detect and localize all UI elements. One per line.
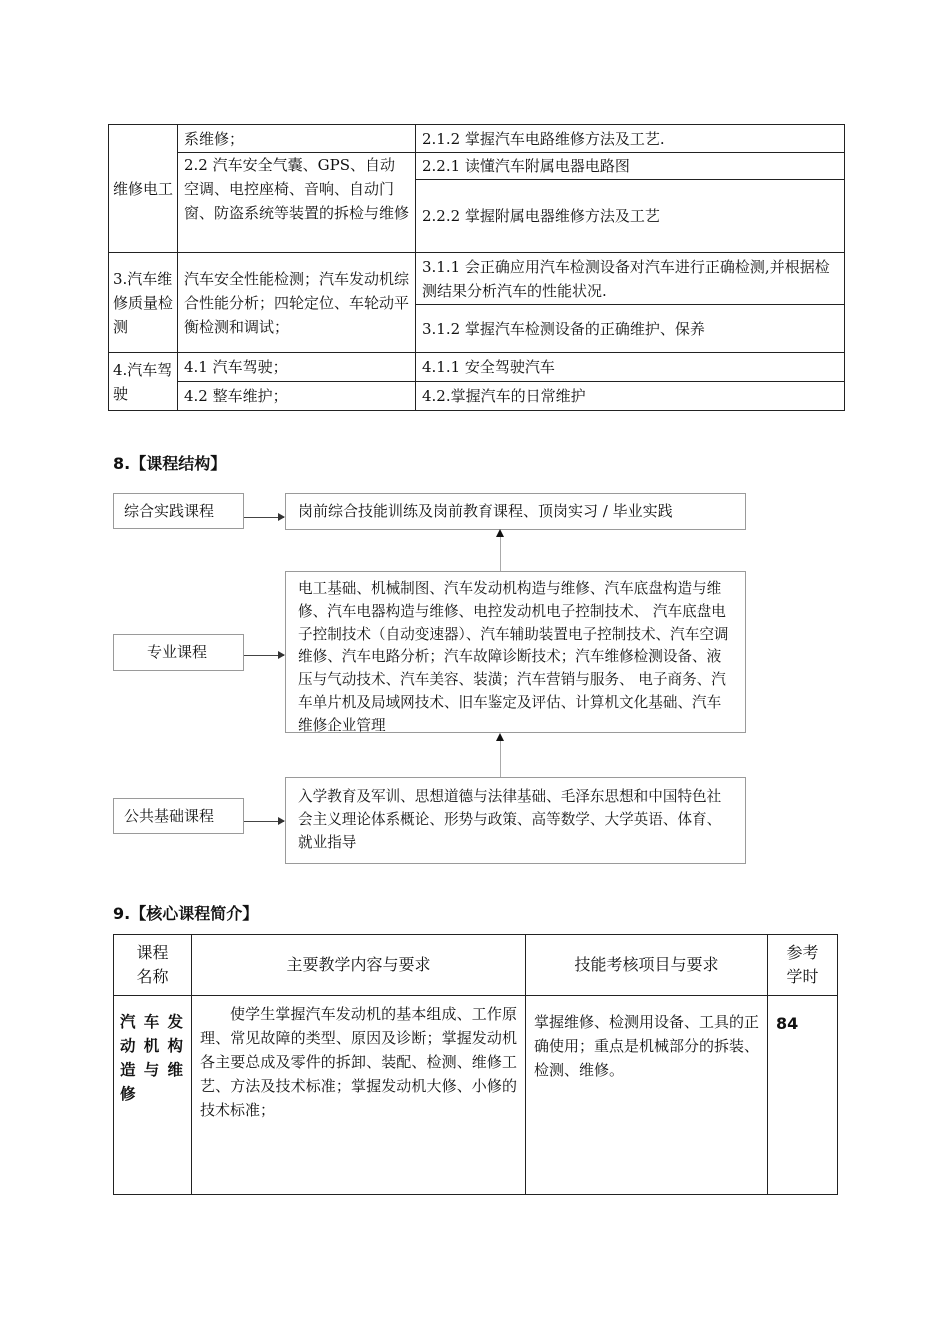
content-cell: 汽车安全性能检测；汽车发动机综合性能分析；四轮定位、车轮动平衡检测和调试； [178, 253, 416, 353]
category-cell: 3.汽车维修质量检测 [109, 253, 178, 353]
professional-course-label: 专业课程 [113, 634, 244, 671]
course-skills-cell: 掌握维修、检测用设备、工具的正确使用；重点是机械部分的拆装、检测、维修。 [526, 996, 768, 1195]
arrow-right-icon [244, 517, 284, 518]
header-content: 主要教学内容与要求 [192, 935, 526, 996]
course-hours-cell: 84 [768, 996, 838, 1195]
professional-course-content: 电工基础、机械制图、汽车发动机构造与维修、汽车底盘构造与维修、汽车电器构造与维修、电控发动机电子控制技术、 汽车底盘电子控制技术（自动变速器）、汽车辅助装置电子控制技术、汽车空调维修、汽车电路分析；汽车故障诊断技术；汽车维修检测设备、液压与气动技术、汽车美容、装潢；汽车营销与服务、 电子商务、汽车单片机及局域网技术、旧车鉴定及评估、计算机文化基础、汽车维修企业管理 [285, 571, 746, 733]
arrow-up-icon [500, 531, 501, 571]
content-cell: 4.1 汽车驾驶； [178, 353, 416, 382]
course-name-cell: 汽车发动机构造与维修 [114, 996, 192, 1195]
arrow-up-icon [500, 735, 501, 777]
skill-cell: 4.2.掌握汽车的日常维护 [416, 382, 845, 411]
header-hours: 参考学时 [768, 935, 838, 996]
course-content-cell: 使学生掌握汽车发动机的基本组成、工作原理、常见故障的类型、原因及诊断；掌握发动机各主要总成及零件的拆卸、装配、检测、维修工艺、方法及技术标准；掌握发动机大修、小修的技术标准； [192, 996, 526, 1195]
skill-cell: 2.2.2 掌握附属电器维修方法及工艺 [416, 180, 845, 253]
skill-cell: 4.1.1 安全驾驶汽车 [416, 353, 845, 382]
content-cell: 系维修； [178, 125, 416, 153]
content-cell: 2.2 汽车安全气囊、GPS、自动空调、电控座椅、音响、自动门窗、防盗系统等装置的拆检与维修 [178, 153, 416, 253]
content-cell: 4.2 整车维护； [178, 382, 416, 411]
skill-cell: 3.1.1 会正确应用汽车检测设备对汽车进行正确检测,并根据检测结果分析汽车的性能状况. [416, 253, 845, 305]
public-course-label: 公共基础课程 [113, 798, 244, 834]
skill-cell: 2.2.1 读懂汽车附属电器电路图 [416, 153, 845, 180]
skill-cell: 3.1.2 掌握汽车检测设备的正确维护、保养 [416, 305, 845, 353]
section-8-heading: 8.【课程结构】 [113, 454, 227, 473]
core-course-table [113, 934, 838, 1195]
header-skills: 技能考核项目与要求 [526, 935, 768, 996]
practice-course-content: 岗前综合技能训练及岗前教育课程、顶岗实习 / 毕业实践 [285, 493, 746, 530]
public-course-content: 入学教育及军训、思想道德与法律基础、毛泽东思想和中国特色社会主义理论体系概论、形势与政策、高等数学、大学英语、体育、就业指导 [285, 777, 746, 864]
arrow-right-icon [244, 655, 284, 656]
skills-table [108, 124, 845, 411]
header-course-name: 课程名称 [114, 935, 192, 996]
skill-cell: 2.1.2 掌握汽车电路维修方法及工艺. [416, 125, 845, 153]
section-9-heading: 9.【核心课程简介】 [113, 904, 259, 923]
arrow-right-icon [244, 821, 284, 822]
practice-course-label: 综合实践课程 [113, 493, 244, 529]
category-cell: 4.汽车驾驶 [109, 353, 178, 411]
category-cell: 维修电工 [109, 125, 178, 253]
